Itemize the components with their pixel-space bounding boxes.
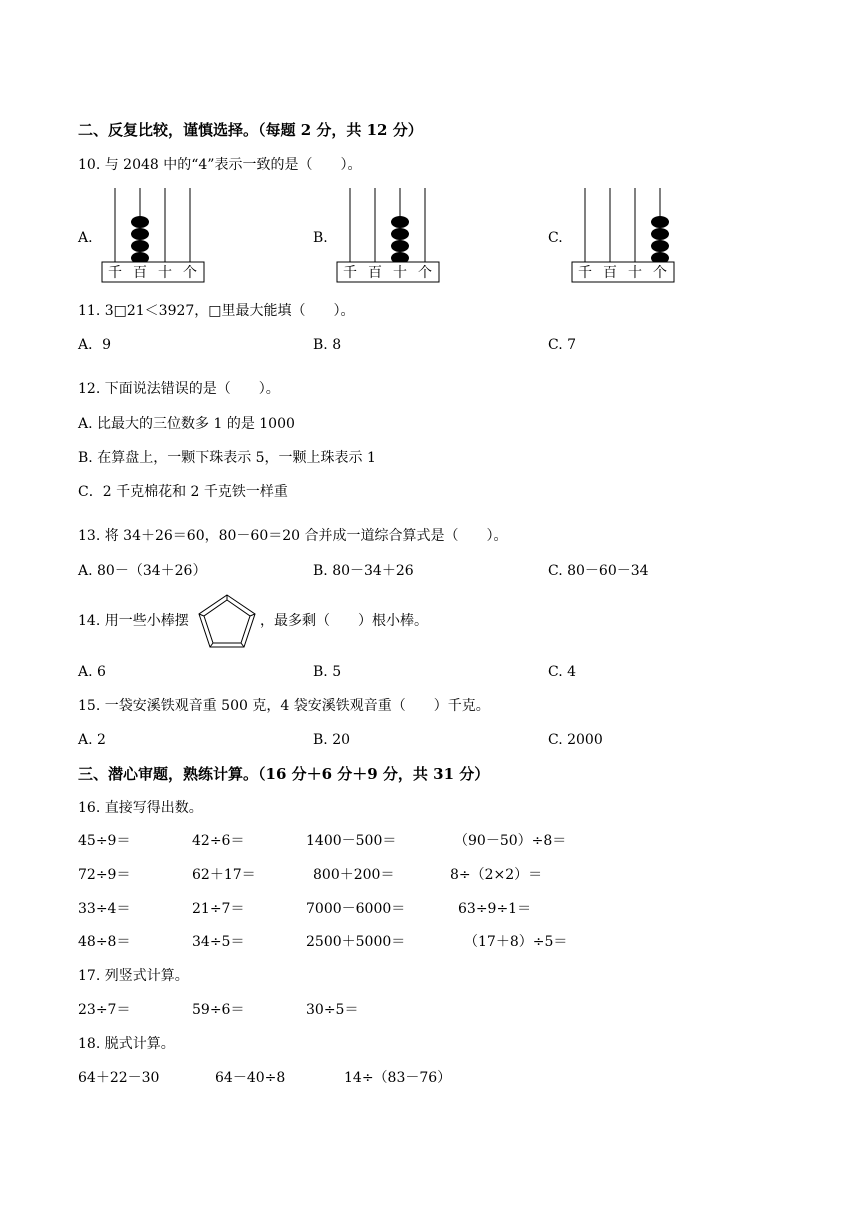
abacus-option-a xyxy=(100,186,220,286)
abacus-label-shi: 十 xyxy=(158,265,172,281)
q10-option-b-label: B. xyxy=(313,230,328,246)
q14-option-b: B. 5 xyxy=(313,664,342,680)
calc-item: 1400－500＝ xyxy=(306,833,397,849)
calc-item: 800＋200＝ xyxy=(313,867,395,883)
abacus-label-qian: 千 xyxy=(108,265,122,281)
vertical-calc-item: 30÷5＝ xyxy=(306,1002,359,1018)
q12-option-c: C．2 千克棉花和 2 千克铁一样重 xyxy=(78,484,288,500)
abacus-label-ge: 个 xyxy=(183,265,197,281)
question-13: 13. 将 34＋26＝60，80－60＝20 合并成一道综合算式是（ ）。 xyxy=(78,528,508,544)
q14-option-c: C. 4 xyxy=(548,664,577,680)
abacus-label-bai: 百 xyxy=(368,265,382,281)
calc-item: 45÷9＝ xyxy=(78,833,131,849)
question-11: 11. 3□21＜3927，□里最大能填（ ）。 xyxy=(78,303,355,319)
q13-option-a: A. 80－（34＋26） xyxy=(78,563,207,579)
stepwise-calc-item: 64＋22－30 xyxy=(78,1070,160,1086)
calc-item: 33÷4＝ xyxy=(78,901,131,917)
abacus-label-qian: 千 xyxy=(578,265,592,281)
question-14-after: ，最多剩（ ）根小棒。 xyxy=(260,613,428,629)
q11-option-b: B. 8 xyxy=(313,337,342,353)
q14-option-a: A. 6 xyxy=(78,664,106,680)
calc-item: 63÷9÷1＝ xyxy=(458,901,532,917)
question-17: 17. 列竖式计算。 xyxy=(78,968,189,984)
q13-option-b: B. 80－34＋26 xyxy=(313,563,414,579)
abacus-option-b xyxy=(335,186,455,286)
calc-item: 42÷6＝ xyxy=(192,833,245,849)
q13-option-c: C. 80－60－34 xyxy=(548,563,649,579)
calc-item: 2500＋5000＝ xyxy=(306,934,406,950)
q11-option-a: A．9 xyxy=(78,337,112,353)
calc-item: 34÷5＝ xyxy=(192,934,245,950)
calc-item: 48÷8＝ xyxy=(78,934,131,950)
abacus-label-qian: 千 xyxy=(343,265,357,281)
calc-item: 62＋17＝ xyxy=(192,867,256,883)
question-16: 16. 直接写得出数。 xyxy=(78,800,203,816)
stepwise-calc-item: 64－40÷8 xyxy=(215,1070,286,1086)
question-15: 15. 一袋安溪铁观音重 500 克，4 袋安溪铁观音重（ ）千克。 xyxy=(78,698,490,714)
abacus-label-shi: 十 xyxy=(628,265,642,281)
question-12: 12. 下面说法错误的是（ ）。 xyxy=(78,381,280,397)
calc-item: （90－50）÷8＝ xyxy=(454,833,567,849)
question-14-before: 14. 用一些小棒摆 xyxy=(78,613,189,629)
q15-option-b: B. 20 xyxy=(313,732,351,748)
section-3-heading: 三、潜心审题，熟练计算。（16 分＋6 分＋9 分，共 31 分） xyxy=(78,765,490,783)
calc-item: （17＋8）÷5＝ xyxy=(464,934,568,950)
calc-item: 72÷9＝ xyxy=(78,867,131,883)
q12-option-b: B. 在算盘上，一颗下珠表示 5，一颗上珠表示 1 xyxy=(78,450,376,466)
question-18: 18. 脱式计算。 xyxy=(78,1036,175,1052)
calc-item: 7000－6000＝ xyxy=(306,901,406,917)
abacus-label-ge: 个 xyxy=(653,265,667,281)
question-10: 10. 与 2048 中的“4”表示一致的是（ ）。 xyxy=(78,157,362,173)
stepwise-calc-item: 14÷（83－76） xyxy=(344,1070,452,1086)
q10-option-c-label: C. xyxy=(548,230,563,246)
vertical-calc-item: 59÷6＝ xyxy=(192,1002,245,1018)
abacus-option-c xyxy=(570,186,690,286)
section-2-heading: 二、反复比较，谨慎选择。（每题 2 分，共 12 分） xyxy=(78,121,423,139)
abacus-label-shi: 十 xyxy=(393,265,407,281)
abacus-label-bai: 百 xyxy=(603,265,617,281)
q15-option-c: C. 2000 xyxy=(548,732,603,748)
q11-option-c: C. 7 xyxy=(548,337,577,353)
abacus-label-bai: 百 xyxy=(133,265,147,281)
q10-option-a-label: A. xyxy=(78,230,93,246)
q12-option-a: A. 比最大的三位数多 1 的是 1000 xyxy=(78,416,295,432)
calc-item: 8÷（2×2）＝ xyxy=(450,867,543,883)
q15-option-a: A. 2 xyxy=(78,732,106,748)
pentagon-sticks-figure xyxy=(196,592,258,650)
calc-item: 21÷7＝ xyxy=(192,901,245,917)
vertical-calc-item: 23÷7＝ xyxy=(78,1002,131,1018)
abacus-label-ge: 个 xyxy=(418,265,432,281)
